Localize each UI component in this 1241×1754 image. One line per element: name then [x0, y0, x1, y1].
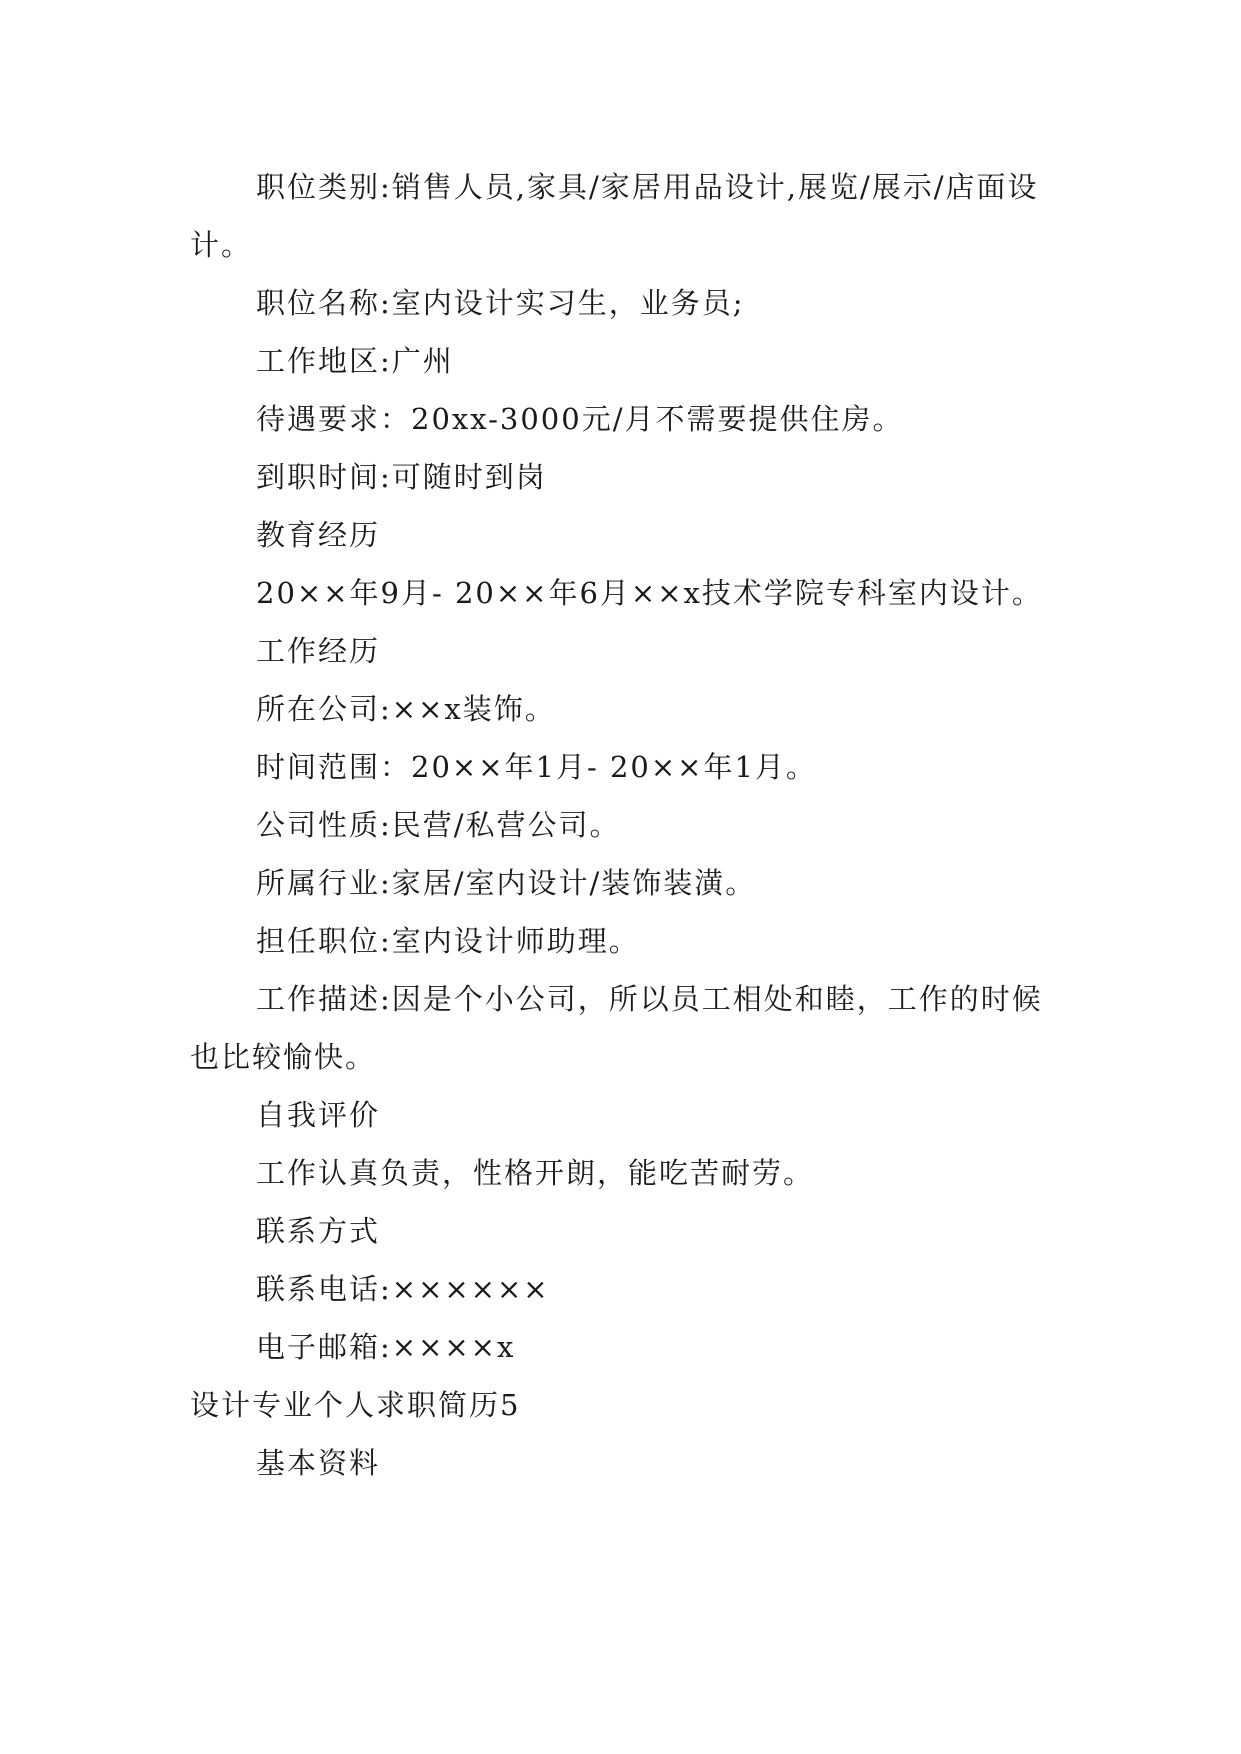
position-held-line: 担任职位:室内设计师助理。 [256, 924, 640, 958]
education-heading: 教育经历 [256, 518, 381, 552]
self-evaluation-text: 工作认真负责，性格开朗，能吃苦耐劳。 [256, 1156, 815, 1190]
resume-section-title: 设计专业个人求职简历5 [190, 1388, 521, 1422]
phone-line: 联系电话:×××××× [256, 1272, 550, 1306]
education-entry: 20××年9月- 20××年6月××x技术学院专科室内设计。 [256, 576, 1043, 610]
work-region-line: 工作地区:广州 [256, 344, 454, 378]
email-line: 电子邮箱:××××x [256, 1330, 516, 1364]
company-line: 所在公司:××x装饰。 [256, 692, 556, 726]
contact-heading: 联系方式 [256, 1214, 381, 1248]
time-range-line: 时间范围：20××年1月- 20××年1月。 [256, 750, 817, 784]
self-evaluation-heading: 自我评价 [256, 1098, 381, 1132]
industry-line: 所属行业:家居/室内设计/装饰装潢。 [256, 866, 757, 900]
company-nature-line: 公司性质:民营/私营公司。 [256, 808, 621, 842]
job-category-line: 职位类别:销售人员,家具/家居用品设计,展览/展示/店面设计。 [190, 170, 1039, 262]
basic-info-heading: 基本资料 [256, 1446, 381, 1480]
salary-requirement-line: 待遇要求：20xx-3000元/月不需要提供住房。 [256, 402, 904, 436]
work-experience-heading: 工作经历 [256, 634, 381, 668]
job-title-line: 职位名称:室内设计实习生，业务员; [256, 286, 745, 320]
start-time-line: 到职时间:可随时到岗 [256, 460, 547, 494]
document-body [190, 158, 1050, 1492]
job-description-line: 工作描述:因是个小公司，所以员工相处和睦，工作的时候也比较愉快。 [190, 982, 1043, 1074]
